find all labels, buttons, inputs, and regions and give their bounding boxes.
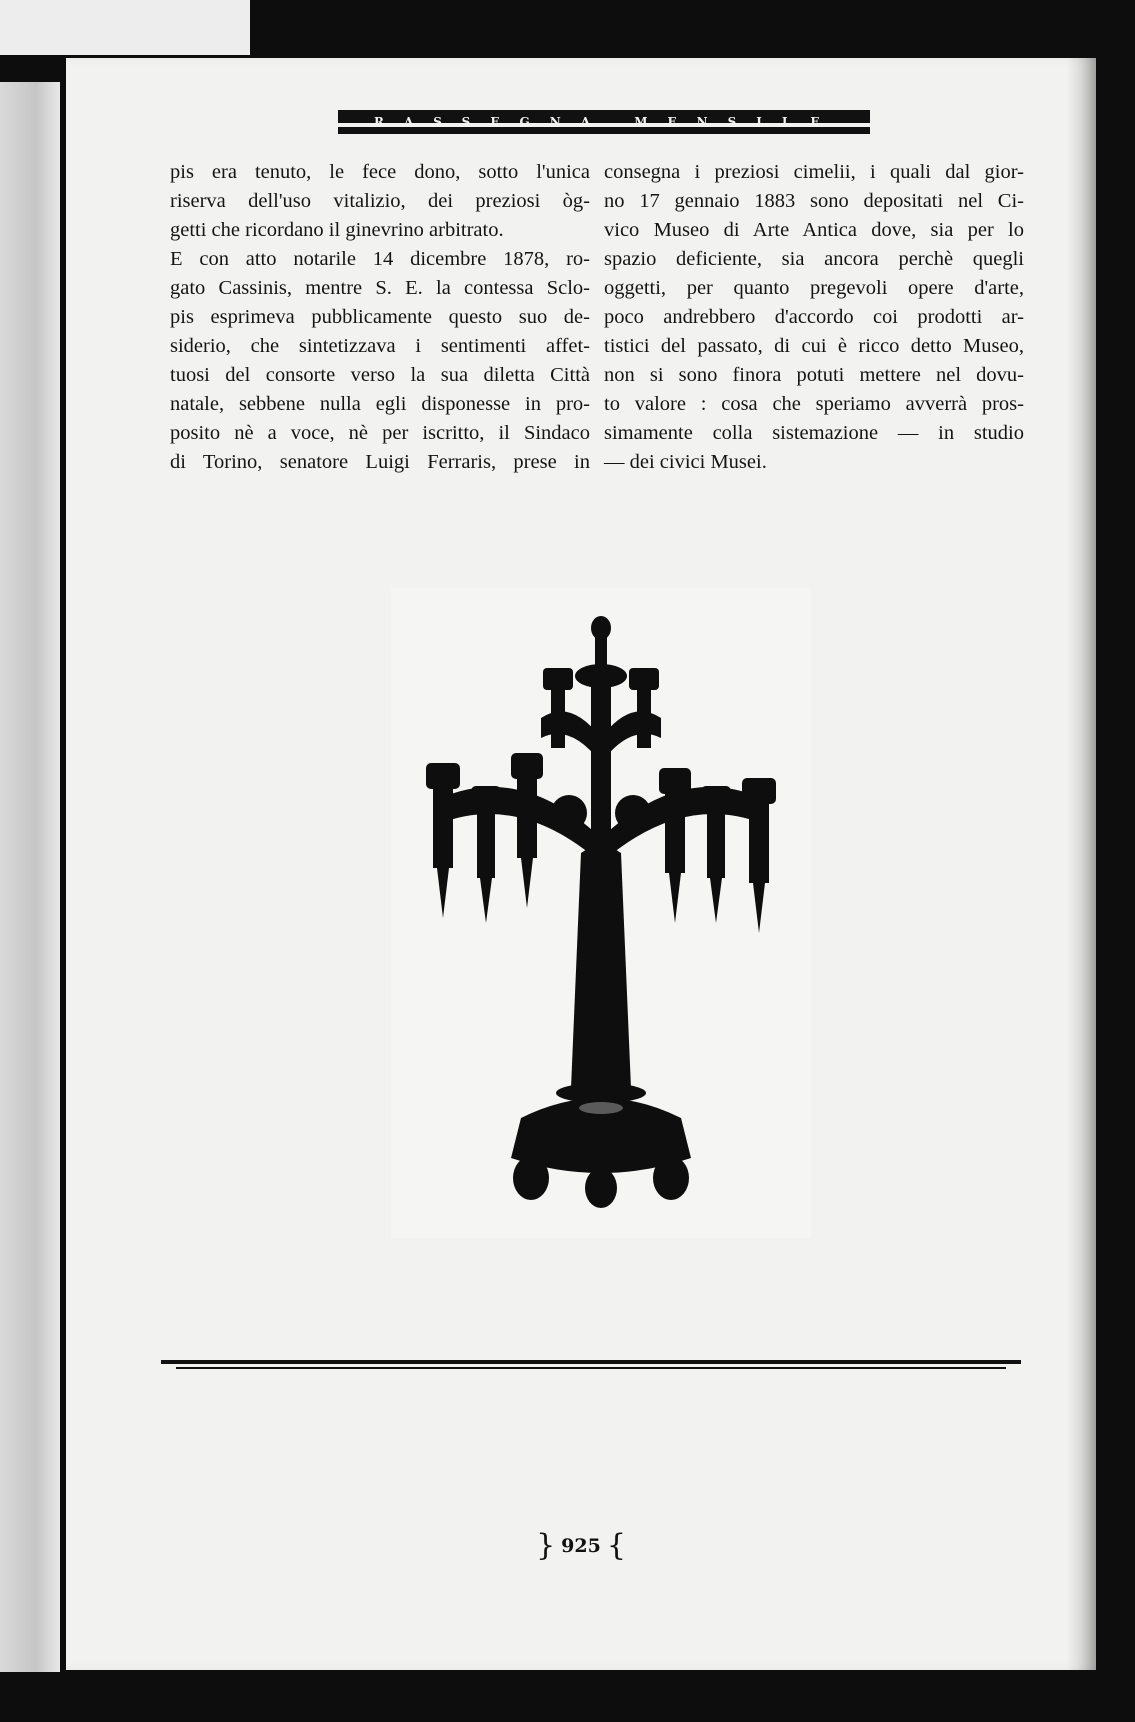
text-line: no 17 gennaio 1883 sono depositati nel Ci- (604, 190, 1024, 212)
ornament-bracket-left: } (536, 1528, 556, 1563)
scan-border-bottom (0, 1672, 1135, 1722)
text-line: spazio deficiente, sia ancora perchè quegli (604, 248, 1024, 270)
text-line: vico Museo di Arte Antica dove, sia per lo (604, 219, 1024, 241)
running-header-title: RASSEGNA MENSILE (374, 115, 840, 129)
page-sheet (66, 58, 1096, 1670)
text-column-left (170, 158, 590, 477)
ornament-bracket-right: { (606, 1528, 626, 1563)
footer-rule (161, 1360, 1021, 1364)
text-line: di Torino, senatore Luigi Ferraris, prese in (170, 451, 590, 473)
text-line: non si sono finora potuti mettere nel dovu- (604, 364, 1024, 386)
text-line: siderio, che sintetizzava i sentimenti affet- (170, 335, 590, 357)
text-line: posito nè a voce, nè per iscritto, il Sindaco (170, 422, 590, 444)
text-column-right (604, 158, 1024, 477)
page-shadow (1066, 58, 1096, 1670)
text-line: to valore : cosa che speriamo avverrà pros- (604, 393, 1024, 415)
running-header (338, 110, 870, 134)
candelabrum-photograph (391, 588, 811, 1238)
text-line: gato Cassinis, mentre S. E. la contessa Sclo- (170, 277, 590, 299)
text-line: riserva dell'uso vitalizio, dei preziosi òg- (170, 190, 590, 212)
text-line: pis esprimeva pubblicamente questo suo de- (170, 306, 590, 328)
page-footer (66, 1528, 1096, 1563)
text-line: tuosi del consorte verso la sua diletta Città (170, 364, 590, 386)
text-line: oggetti, per quanto pregevoli opere d'arte, (604, 277, 1024, 299)
text-line: poco andrebbero d'accordo coi prodotti ar- (604, 306, 1024, 328)
page-number: 925 (561, 1534, 601, 1557)
text-line: — dei civici Musei. (604, 451, 767, 473)
candelabrum-illustration (391, 588, 811, 1238)
text-line: E con atto notarile 14 dicembre 1878, ro- (170, 248, 590, 270)
text-line: simamente colla sistemazione — in studio (604, 422, 1024, 444)
text-line: consegna i preziosi cimelii, i quali dal gior- (604, 161, 1024, 183)
text-line: pis era tenuto, le fece dono, sotto l'unica (170, 161, 590, 183)
scan-border-top (0, 0, 250, 55)
text-line: natale, sebbene nulla egli disponesse in pro- (170, 393, 590, 415)
footer-rule-thin (176, 1367, 1006, 1369)
book-spine-edge (0, 82, 60, 1672)
text-line: getti che ricordano il ginevrino arbitrato. (170, 219, 504, 241)
text-line: tistici del passato, di cui è ricco detto Museo, (604, 335, 1024, 357)
